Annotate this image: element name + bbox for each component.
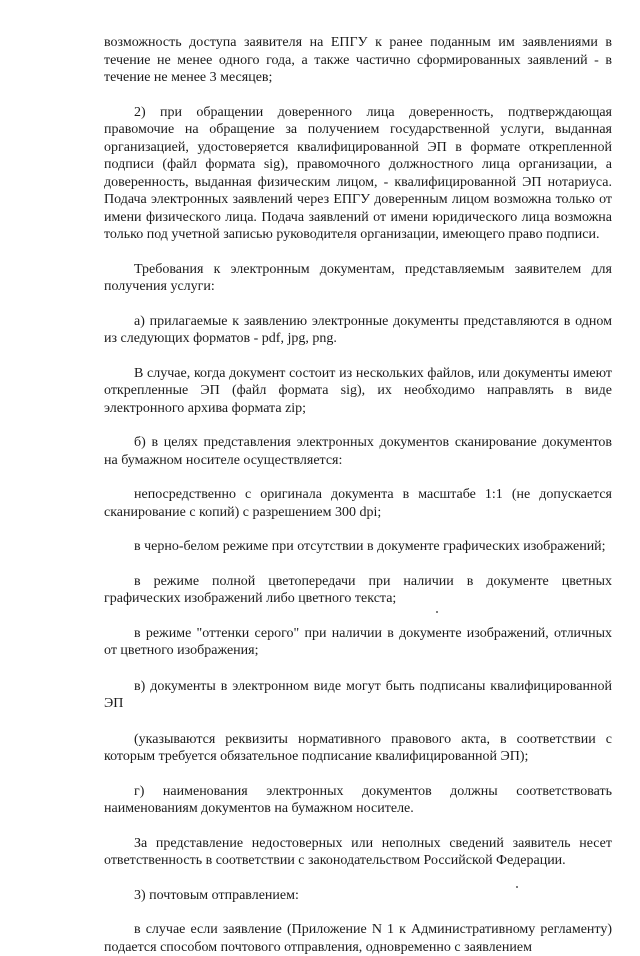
paragraph-legal-act: (указываются реквизиты нормативного правового акта, в соответствии с которым требуется обязательное подписание квалифицированной ЭП); [104,731,612,764]
paragraph-scan-bw: в черно-белом режиме при отсутствии в документе графических изображений; [134,539,606,554]
paragraph-signature: в) документы в электронном виде могут быть подписаны квалифицированной ЭП [104,678,612,711]
paragraph-epgu-access: возможность доступа заявителя на ЕПГУ к ранее поданным им заявлениями в течение не менее одного года, а также частично сформированных заявлений - в течение не менее 3 месяцев; [104,35,612,85]
paragraph-scan-color: в режиме полной цветопередачи при наличии в документе цветных графических изображений либо цветного текста; [104,573,612,606]
paragraph-multiple-files: В случае, когда документ состоит из нескольких файлов, или документы имеют открепленные ЭП (файл формата sig), их необходимо направлять в виде электронного архива формата zip; [104,365,612,416]
scan-speck [436,611,438,613]
paragraph-formats: а) прилагаемые к заявлению электронные документы представляются в одном из следующих форматов - pdf, jpg, png. [104,313,612,346]
paragraph-requirements-heading: Требования к электронным документам, представляемым заявителем для получения услуги: [104,261,612,294]
paragraph-scan-original: непосредственно с оригинала документа в масштабе 1:1 (не допускается сканирование с копий) с разрешением 300 dpi; [104,487,612,520]
paragraph-trusted-person: 2) при обращении доверенного лица доверенность, подтверждающая правомочие на обращение за получением государственной услуги, выданная организацией, удостоверяется квалифицированной ЭП в формате открепленной подписи (файл формата sig), правомочного должностного лица организации, а доверенность, выданная физическим лицом, - квалифицированной ЭП нотариуса. Подача электронных заявлений через ЕПГУ доверенным лицом возможна только от имени физического лица. Подача заявлений от имени юридического лица возможна только под учетной записью руководителя организации, имеющего право подписи. [104,104,612,242]
paragraph-postal-heading: 3) почтовым отправлением: [134,887,299,903]
paragraph-scanning: б) в целях представления электронных документов сканирование документов на бумажном носителе осуществляется: [104,435,612,468]
paragraph-scan-grayscale: в режиме "оттенки серого" при наличии в документе изображений, отличных от цветного изображения; [104,625,612,658]
paragraph-responsibility: За представление недостоверных или неполных сведений заявитель несет ответственность в соответствии с законодательством Российской Федерации. [104,835,612,868]
scan-speck [516,886,518,888]
paragraph-names: г) наименования электронных документов должны соответствовать наименованиям документов на бумажном носителе. [104,783,612,816]
paragraph-postal-application: в случае если заявление (Приложение N 1 к Административному регламенту) подается способом почтового отправления, одновременно с заявлением [104,922,612,955]
